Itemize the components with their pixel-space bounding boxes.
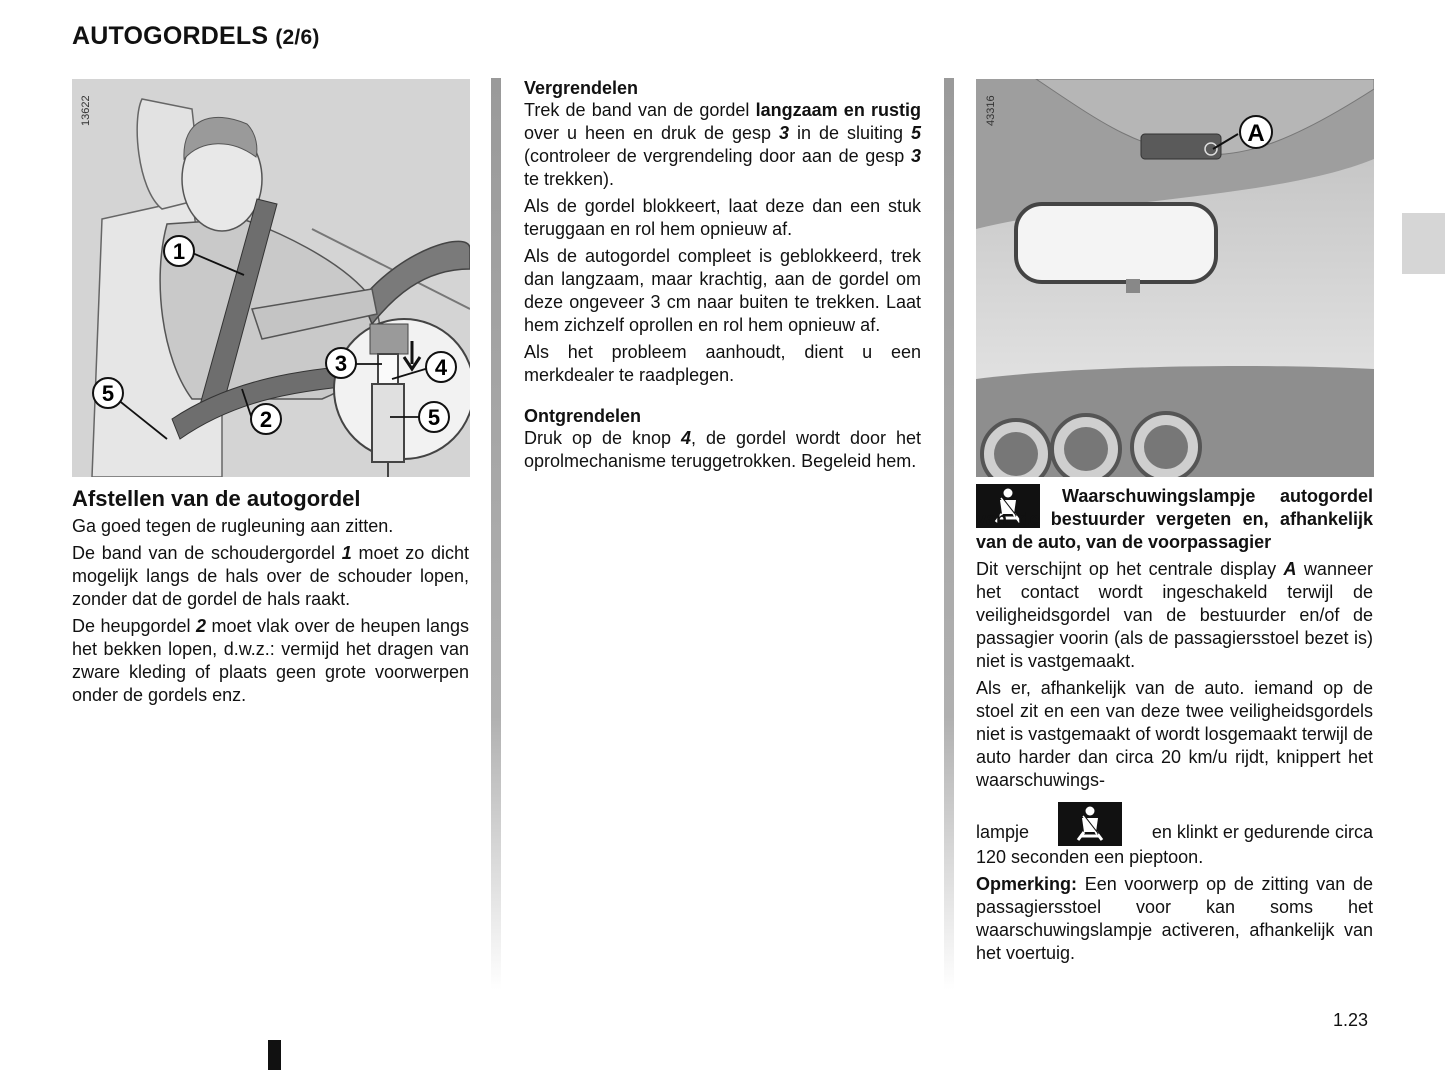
section-heading-unlock: Ontgrendelen [524,406,642,426]
callout-A: A [1247,120,1265,147]
warning-paragraph-3: lampje en klinkt er gedurende circa [976,802,1373,846]
figure-code-right: 43316 [985,95,997,126]
figure-driver-seatbelt [72,79,470,477]
right-column-text [976,485,1373,969]
page-edge-mark [268,1040,281,1070]
left-column-text [72,485,469,711]
seatbelt-warning-icon-inline [1058,802,1122,846]
driver-illustration [72,79,470,477]
note-paragraph: Opmerking: Een voorwerp op de zitting van de passagiersstoel voor kan soms het waarschuwingslampje activeren, afhankelijk van het voertuig. [976,874,1373,963]
lock-paragraph-2: Als de gordel blokkeert, laat deze dan een stuk teruggaan en rol hem opnieuw af. [524,196,921,239]
column-divider-right [944,78,954,990]
warning-paragraph-2: Als er, afhankelijk van de auto. iemand op de stoel zit en een van deze twee veiligheidsgordels niet is vastgemaakt of wordt losgemaakt terwijl de auto harder dan circa 20 km/u rijdt, knippert het waarschuwings- [976,678,1373,790]
callout-5-seat: 5 [101,381,115,406]
column-divider-left [491,78,501,990]
lock-paragraph-1: Trek de band van de gordel langzaam en rustig over u heen en druk de gesp 3 in de sluiting 5 (controleer de vergrendeling door aan de gesp 3 te trekken). [524,100,921,189]
page-title-main: AUTOGORDELS [72,22,269,50]
warning-heading: Waarschuwingslampje autogordel van de bestuurder vergeten en, afhankelijk van de auto, van de voorpassagier [976,486,1373,552]
adjust-paragraph-3: De heupgordel 2 moet vlak over de heupen langs het bekken lopen, d.w.z.: vermijd het dragen van zware kleding of plaats geen grote voorwerpen onder de gordels enz. [72,616,470,705]
lock-paragraph-4: Als het probleem aanhoudt, dient u een merkdealer te raadplegen. [524,342,921,385]
figure-interior-display [976,79,1374,477]
callout-3: 3 [334,351,348,376]
adjust-paragraph-2: De band van de schoudergordel 1 moet zo dicht mogelijk langs de hals over de schouder lopen, zonder dat de gordel de hals raakt. [72,543,469,609]
interior-illustration [976,79,1374,477]
callout-2: 2 [259,407,273,432]
lock-paragraph-3: Als de autogordel compleet is geblokkeerd, trek dan langzaam, maar krachtig, aan de gordel om deze ongeveer 3 cm naar buiten te trekken. Laat hem zichzelf oprollen en rol hem opnieuw af. [524,246,921,335]
middle-column-text [524,77,921,477]
callout-4: 4 [434,355,448,380]
figure-code-left: 13622 [80,95,92,126]
page-number: 1.23 [1333,1010,1369,1030]
unlock-paragraph-1: Druk op de knop 4, de gordel wordt door het oprolmechanisme teruggetrokken. Begeleid hem. [524,428,921,471]
callout-5-zoom: 5 [427,405,441,430]
page-title-part: (2/6) [275,26,320,49]
section-heading-lock: Vergrendelen [524,78,639,98]
section-heading-adjust: Afstellen van de autogordel [72,486,361,511]
page-title [72,22,320,51]
warning-paragraph-3-cont: 120 seconden een pieptoon. [976,847,1204,867]
adjust-paragraph-1: Ga goed tegen de rugleuning aan zitten. [72,516,394,536]
warning-paragraph-1: Dit verschijnt op het centrale display A wanneer het contact wordt ingeschakeld terwijl de veiligheidsgordel van de bestuurder en/of de passagier voorin (als de passagiersstoel bezet is) niet is vastgemaakt. [976,559,1373,671]
callout-1: 1 [172,239,186,264]
chapter-thumb-tab [1402,213,1445,274]
